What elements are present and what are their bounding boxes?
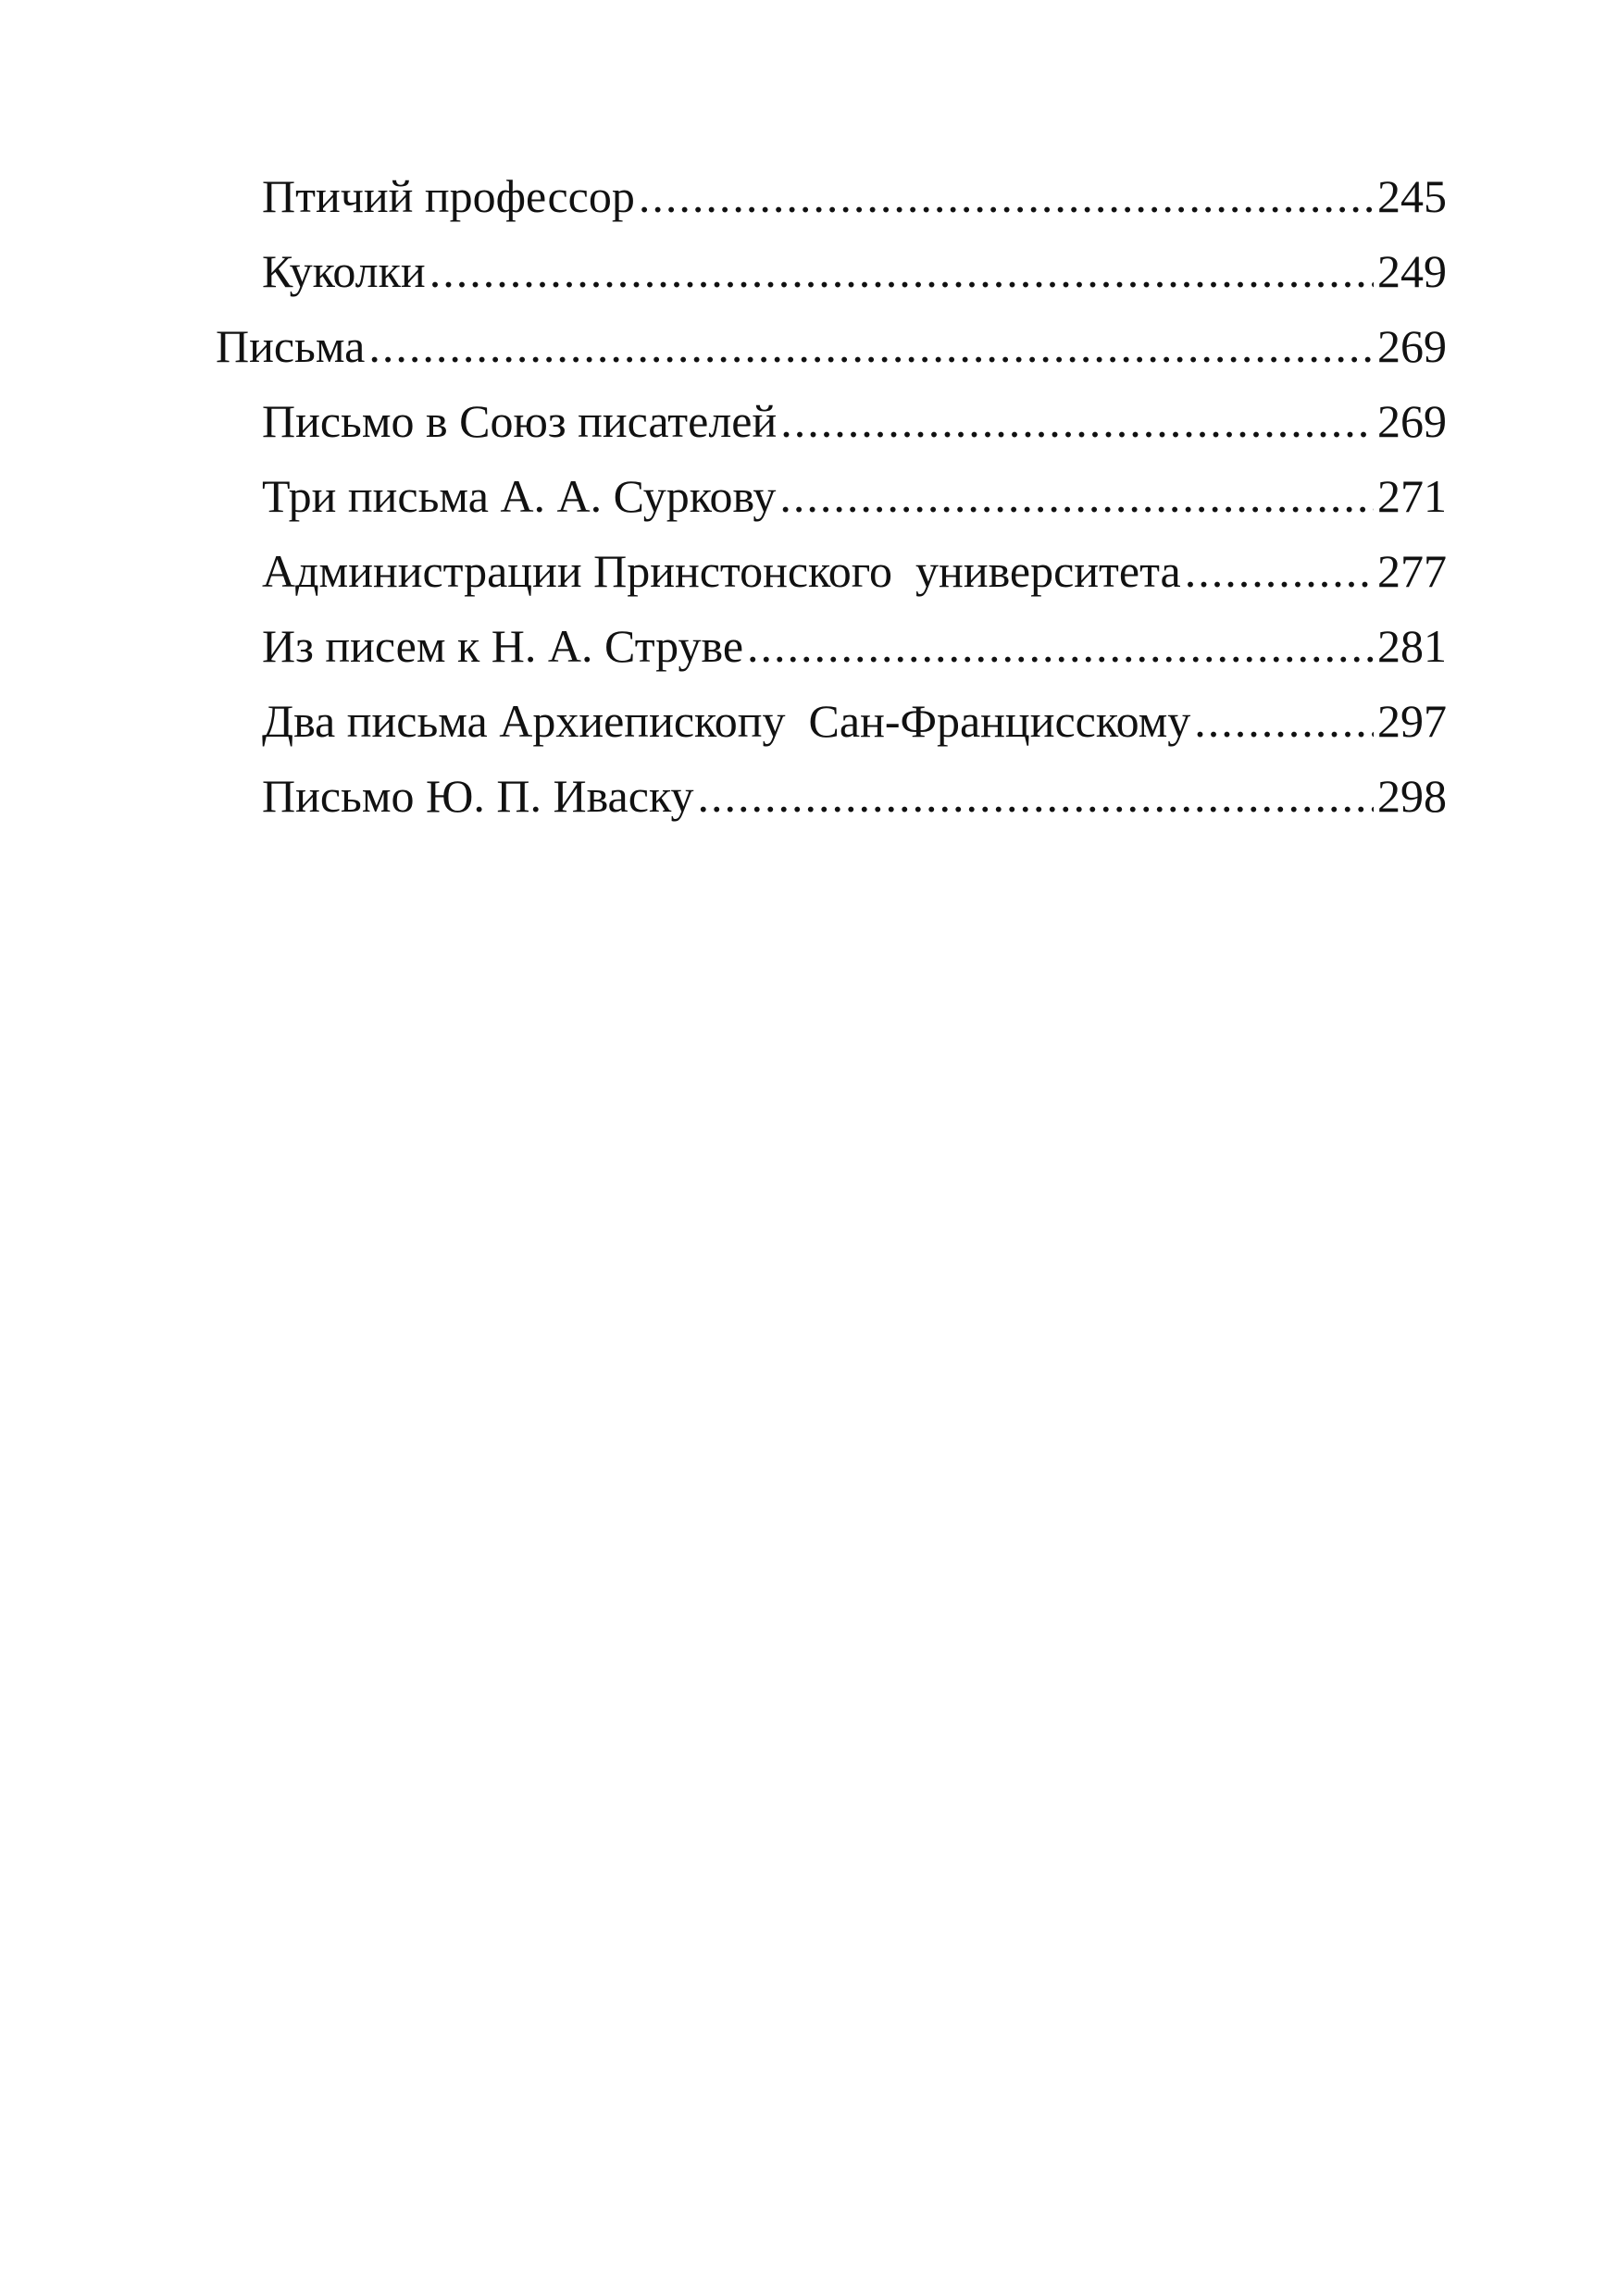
toc-entry: [216, 684, 1447, 759]
toc-entry: [216, 234, 1447, 309]
toc-entry-page: 297: [1377, 695, 1447, 747]
toc-entry-page: 298: [1377, 770, 1447, 822]
toc-entry: [216, 459, 1447, 534]
toc-dot-leader: [639, 159, 1374, 234]
table-of-contents: [216, 159, 1447, 834]
toc-dot-leader: [1185, 534, 1374, 609]
toc-dot-leader: [368, 309, 1374, 384]
toc-entry: [216, 534, 1447, 609]
toc-entry-title: Письмо в Союз писателей: [262, 395, 778, 447]
toc-entry-page: 281: [1377, 620, 1447, 672]
toc-dot-leader: [698, 759, 1374, 834]
toc-entry: [216, 759, 1447, 834]
toc-entry-page: 277: [1377, 545, 1447, 597]
toc-entry-page: 245: [1377, 170, 1447, 222]
toc-entry-title: Из писем к Н. А. Струве: [262, 620, 744, 672]
toc-entry-page: 249: [1377, 245, 1447, 297]
toc-entry-title: Письмо Ю. П. Иваску: [262, 770, 694, 822]
toc-entry-title: Два письма Архиепископу Сан-Францисскому: [262, 695, 1191, 747]
toc-entry: [216, 159, 1447, 234]
toc-entry-page: 269: [1377, 395, 1447, 447]
toc-section-entry: [216, 309, 1447, 384]
toc-dot-leader: [780, 384, 1374, 459]
toc-entry-title: Птичий профессор: [262, 170, 635, 222]
toc-dot-leader: [779, 459, 1374, 534]
toc-dot-leader: [1194, 684, 1374, 759]
toc-entry-title: Три письма А. А. Суркову: [262, 470, 777, 522]
toc-dot-leader: [429, 234, 1374, 309]
toc-entry-page: 271: [1377, 470, 1447, 522]
toc-entry-title: Куколки: [262, 245, 426, 297]
toc-dot-leader: [747, 609, 1374, 684]
toc-entry: [216, 384, 1447, 459]
toc-entry-page: 269: [1377, 320, 1447, 372]
toc-section-title: Письма: [216, 320, 366, 372]
toc-entry: [216, 609, 1447, 684]
toc-entry-title: Администрации Принстонского университета: [262, 545, 1181, 597]
